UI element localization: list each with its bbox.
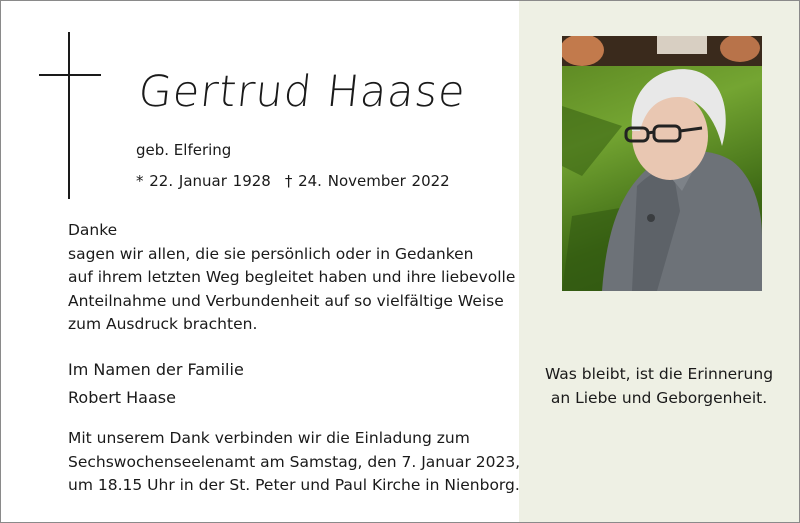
life-dates [136, 172, 450, 190]
portrait-photo [562, 36, 762, 291]
thanks-line: zum Ausdruck brachten. [68, 315, 258, 333]
family-signature [68, 356, 244, 412]
thanks-line: auf ihrem letzten Weg begleitet haben und ihre liebevolle [68, 268, 516, 286]
thanks-line: Anteilnahme und Verbundenheit auf so vielfältige Weise [68, 291, 504, 310]
thanks-line: Danke [68, 221, 118, 239]
family-line: Im Namen der Familie [68, 360, 244, 379]
memorial-quote [519, 363, 799, 410]
thanks-line: sagen wir allen, die sie persönlich oder in Gedanken [68, 244, 474, 263]
quote-line: Was bleibt, ist die Erinnerung [544, 365, 774, 383]
thanks-text [68, 219, 515, 337]
quote-line: an Liebe und Geborgenheit. [550, 388, 768, 407]
invitation-line: um 18.15 Uhr in der St. Peter und Paul Kirche in Nienborg. [68, 476, 520, 494]
invitation-line: Mit unserem Dank verbinden wir die Einladung zum [68, 429, 470, 447]
maiden-name: geb. Elfering [136, 141, 232, 159]
invitation-text [68, 427, 520, 498]
birth-date: * 22. Januar 1928 [136, 172, 271, 190]
deceased-name: Gertrud Haase [136, 67, 469, 117]
signer-name: Robert Haase [68, 388, 176, 407]
invitation-line: Sechswochenseelenamt am Samstag, den 7. Januar 2023, [68, 452, 521, 471]
death-date: † 24. November 2022 [284, 172, 450, 190]
